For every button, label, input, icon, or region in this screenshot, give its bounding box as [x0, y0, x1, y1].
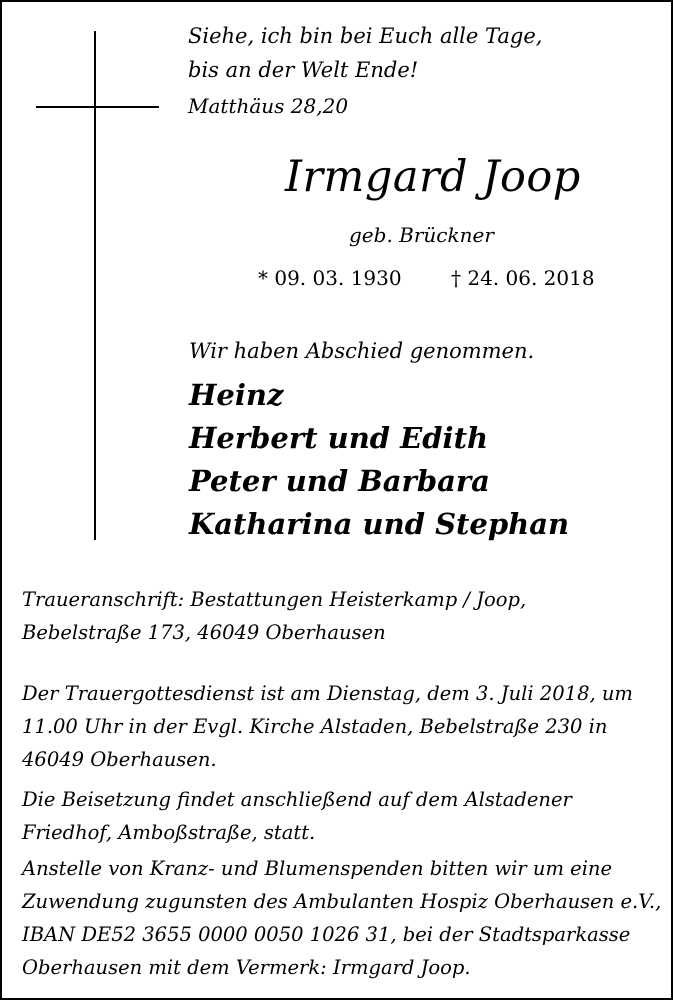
donation-line: Anstelle von Kranz- und Blumenspenden bitten wir um eine [22, 857, 613, 880]
burial-line: Die Beisetzung findet anschließend auf dem Alstadener [22, 788, 572, 811]
service-line: 11.00 Uhr in der Evgl. Kirche Alstaden, Bebelstraße 230 in [22, 715, 608, 738]
service-line: 46049 Oberhausen. [22, 748, 217, 771]
quote-line: Siehe, ich bin bei Euch alle Tage, [188, 24, 543, 48]
mourner-name: Heinz [189, 378, 284, 412]
death-date: † 24. 06. 2018 [451, 266, 595, 290]
farewell-text: Wir haben Abschied genommen. [189, 339, 535, 363]
cross-crossbar [36, 106, 159, 108]
deceased-name: Irmgard Joop [285, 152, 581, 202]
address-line: Bebelstraße 173, 46049 Oberhausen [22, 621, 386, 644]
quote-source: Matthäus 28,20 [188, 94, 349, 118]
mourner-name: Katharina und Stephan [189, 507, 570, 541]
address-line: Traueranschrift: Bestattungen Heisterkamp / Joop, [22, 588, 527, 611]
donation-line: Oberhausen mit dem Vermerk: Irmgard Joop. [22, 956, 471, 979]
mourner-name: Peter und Barbara [189, 464, 490, 498]
birth-date: * 09. 03. 1930 [258, 266, 402, 290]
donation-line: IBAN DE52 3655 0000 0050 1026 31, bei der Stadtsparkasse [22, 923, 631, 946]
burial-line: Friedhof, Amboßstraße, statt. [22, 821, 316, 844]
donation-line: Zuwendung zugunsten des Ambulanten Hospiz Oberhausen e.V., [22, 890, 662, 913]
service-line: Der Trauergottesdienst ist am Dienstag, dem 3. Juli 2018, um [22, 682, 633, 705]
quote-line: bis an der Welt Ende! [188, 58, 419, 82]
maiden-name: geb. Brückner [349, 223, 494, 247]
mourner-name: Herbert und Edith [189, 421, 489, 455]
